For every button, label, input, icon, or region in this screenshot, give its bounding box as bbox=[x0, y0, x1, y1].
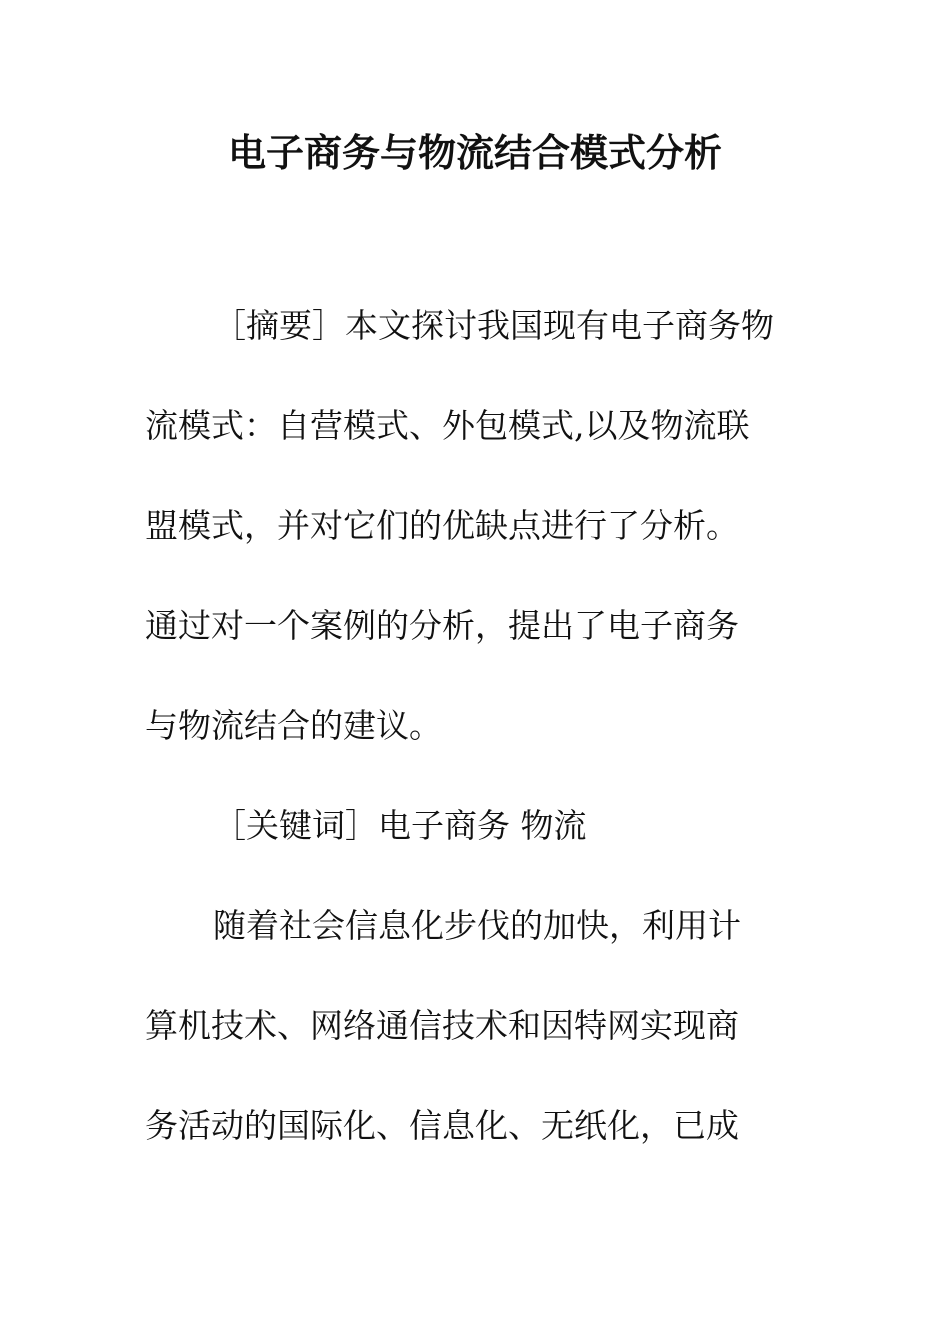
document-body bbox=[145, 300, 805, 1200]
abstract-line-3: 盟模式，并对它们的优缺点进行了分析。 bbox=[145, 506, 739, 545]
abstract-line-5: 与物流结合的建议。 bbox=[145, 706, 442, 745]
paragraph-line-2: 算机技术、网络通信技术和因特网实现商 bbox=[145, 1006, 739, 1045]
abstract-line-1: ［摘要］本文探讨我国现有电子商务物 bbox=[213, 306, 774, 345]
paragraph-line-3: 务活动的国际化、信息化、无纸化，已成 bbox=[145, 1106, 739, 1145]
paragraph-line-1: 随着社会信息化步伐的加快，利用计 bbox=[213, 906, 741, 945]
abstract-line-2: 流模式：自营模式、外包模式,以及物流联 bbox=[145, 406, 750, 445]
abstract-line-4: 通过对一个案例的分析，提出了电子商务 bbox=[145, 606, 739, 645]
keywords-line: ［关键词］电子商务 物流 bbox=[213, 806, 587, 845]
document-title: 电子商务与物流结合模式分析 bbox=[227, 130, 722, 175]
